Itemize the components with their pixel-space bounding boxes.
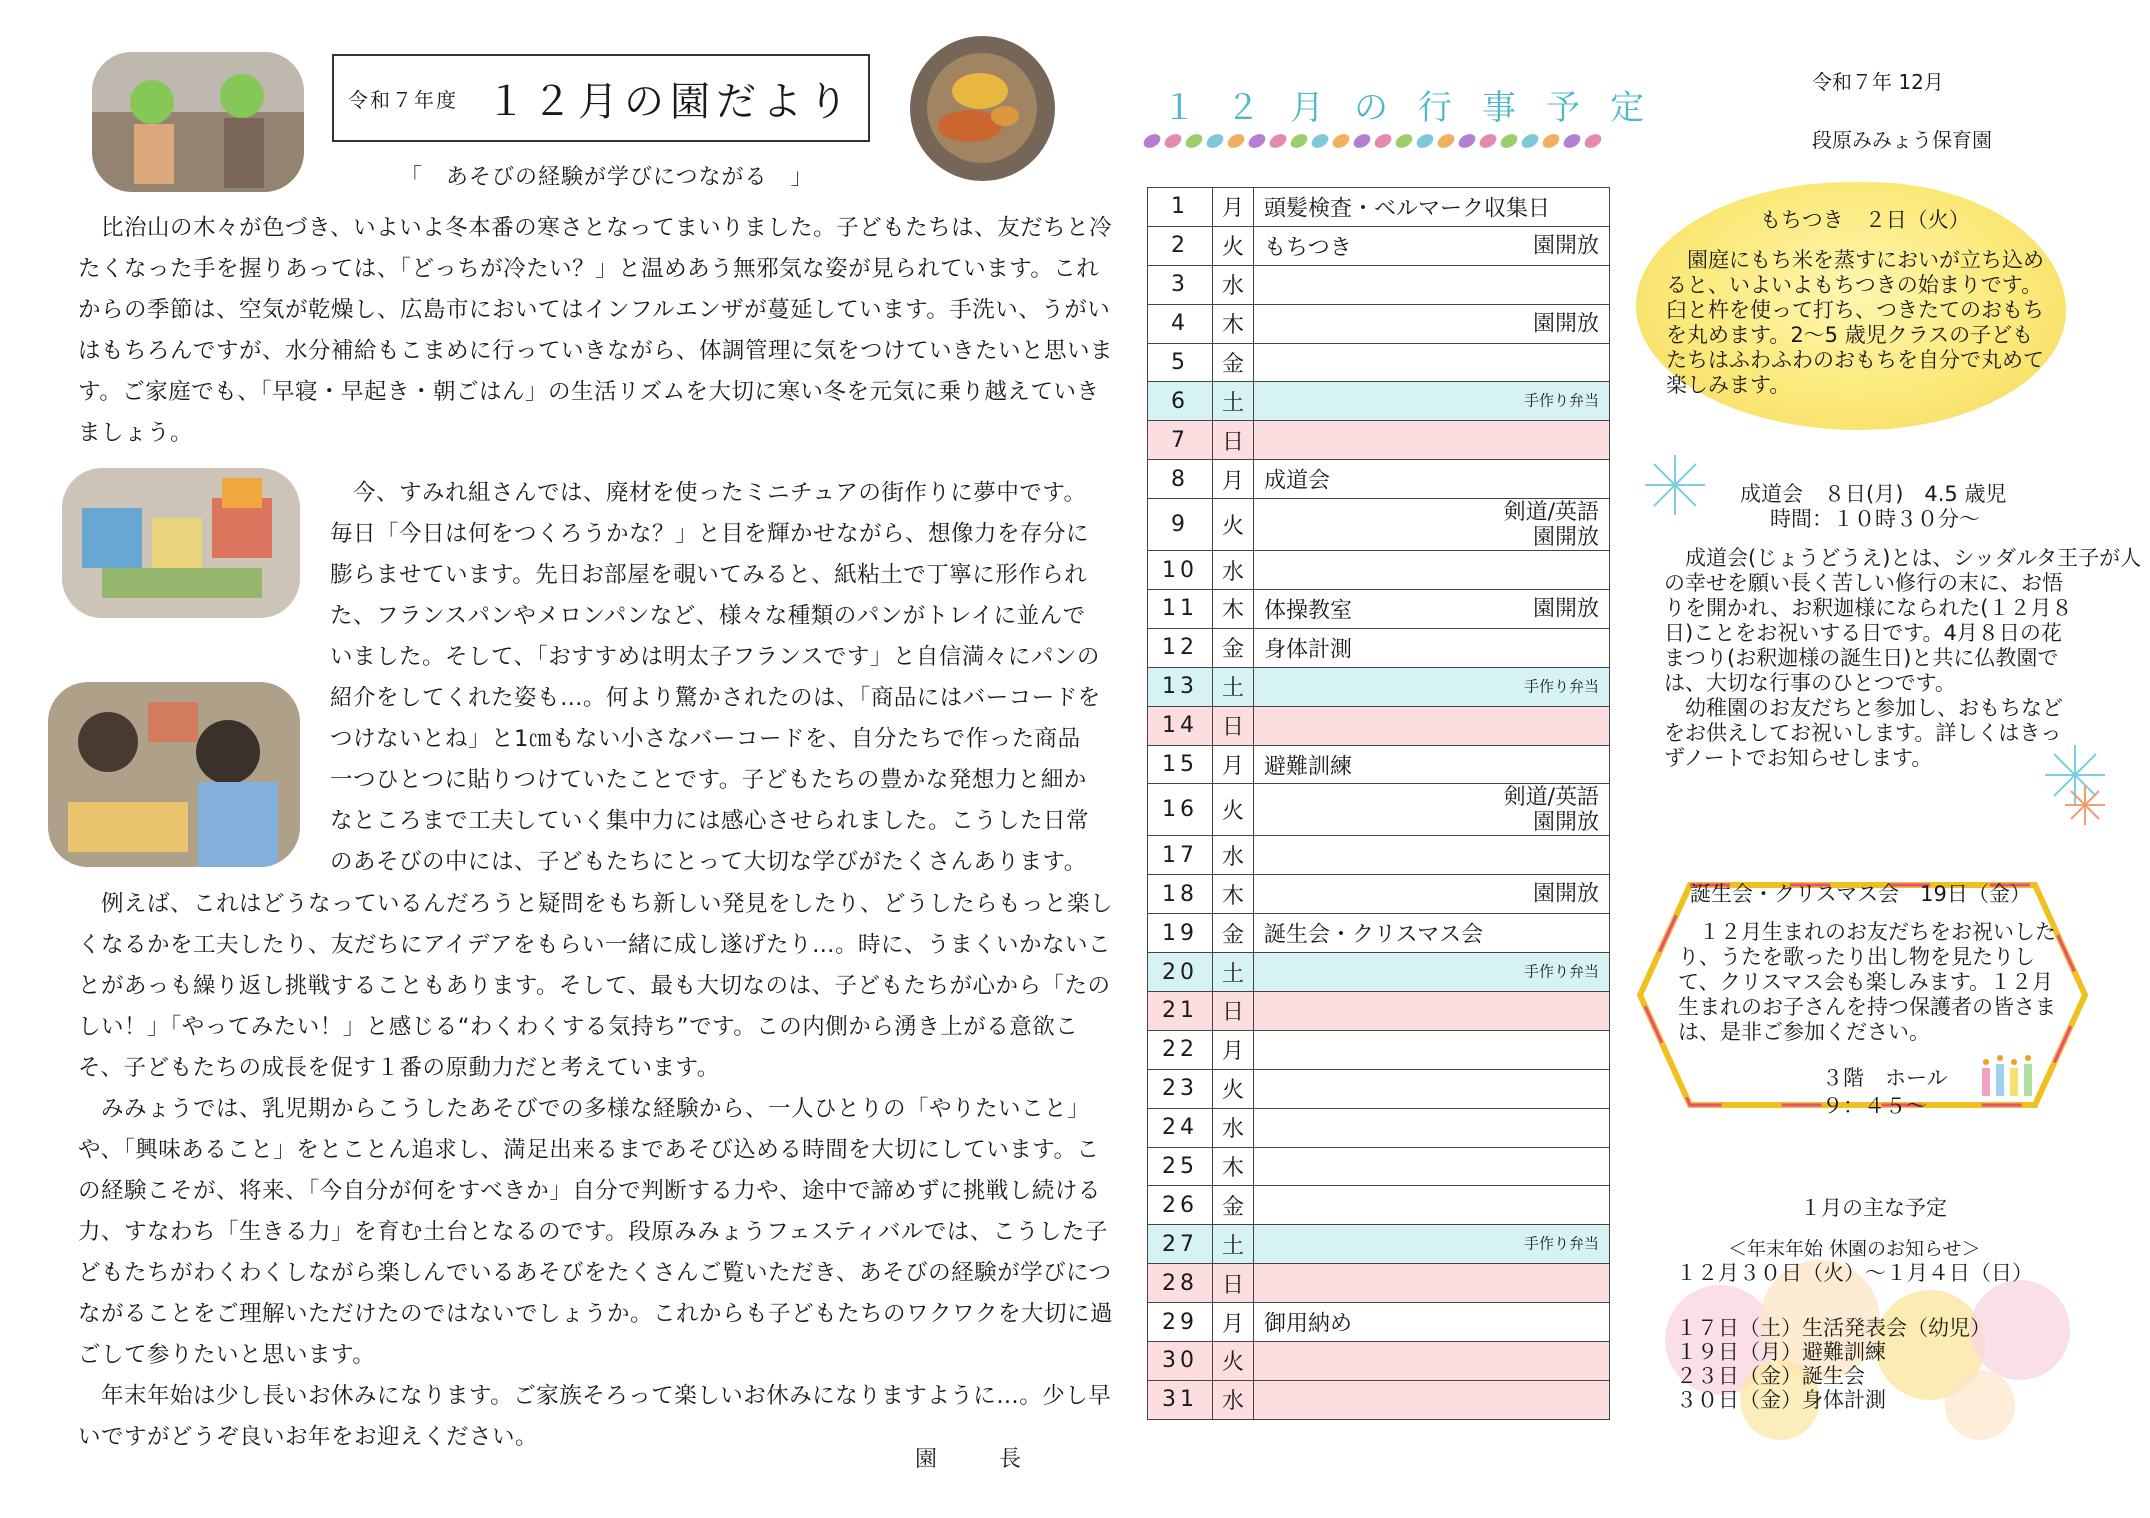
schedule-weekday: 火	[1213, 226, 1254, 265]
schedule-weekday: 木	[1213, 875, 1254, 914]
schedule-note: 園開放	[1532, 596, 1599, 622]
schedule-event-cell	[1254, 1108, 1610, 1147]
schedule-day: 25	[1148, 1147, 1213, 1186]
paragraph-play-learning: 例えば、これはどうなっているんだろうと疑問をもち新しい発見をしたり、どうしたらもっと楽し くなるかを工夫したり、友だちにアイデアをもらい一緒に成し遂げたり…。時に、うまくいかないこ とがあっも繰り返し挑戦することもあります。そして、最も大切なのは、子どもたちが心から「たの しい！」「やってみたい！」と感じる“わくわくする気持ち”です。この内側から湧き上がる意欲こ そ、子どもたちの成長を促す１番の原動力だと考えています。 みみょうでは、乳児期からこうしたあそびでの多様な経験から、一人ひとりの「やりたいこと」 や、「興味あること」をとことん追求し、満足出来るまであそび込める時間を大切にしています。こ の経験こそが、将来、「今自分が何をすべきか」自分で判断する力や、途中で諦めずに挑戦し続ける 力、すなわち「生きる力」を育む土台となるのです。段原みみょうフェスティバルでは、こうした子 どもたちがわくわくしながら楽しんでいるあそびをたくさんご覧いただき、あそびの経験が学びにつ ながることをご理解いただけたのではないでしょうか。これからも子どもたちのワクワクを大切に過 ごして参りたいと思います。 年末年始は少し長いお休みになります。ご家族そろって楽しいお休みになりますように…。少し早 いですがどうぞ良いお年をお迎えください。	[78, 891, 1114, 1450]
schedule-day: 4	[1148, 304, 1213, 343]
decorative-dot	[1225, 131, 1247, 150]
schedule-event-cell	[1254, 745, 1610, 784]
decorative-dot	[1540, 131, 1562, 150]
photo-children-outdoors	[92, 52, 304, 192]
mochitsuki-heading: もちつき ２日（火）	[1760, 208, 1970, 232]
theme-subtitle: 「 あそびの経験が学びにつながる 」	[400, 165, 814, 190]
schedule-event-cell	[1254, 1186, 1610, 1225]
schedule-row	[1148, 784, 1610, 836]
school-name: 段原みみょう保育園	[1812, 128, 1992, 152]
schedule-weekday: 金	[1213, 1186, 1254, 1225]
schedule-day: 13	[1148, 667, 1213, 706]
schedule-event-cell	[1254, 1380, 1610, 1419]
schedule-weekday: 木	[1213, 1147, 1254, 1186]
schedule-day: 27	[1148, 1225, 1213, 1264]
holiday-dates: １２月３０日（火）～１月４日（日）	[1676, 1261, 2033, 1285]
schedule-day: 15	[1148, 745, 1213, 784]
decorative-dot	[1414, 131, 1436, 150]
schedule-event: 頭髪検査・ベルマーク収集日	[1264, 196, 1551, 222]
schedule-event: 体操教室	[1264, 598, 1353, 624]
decorative-dot	[1309, 131, 1331, 150]
decorative-dot	[1582, 131, 1604, 150]
decorative-dot	[1498, 131, 1520, 150]
schedule-day: 5	[1148, 343, 1213, 382]
schedule-row	[1148, 304, 1610, 343]
january-event-2: １９日（月）避難訓練	[1676, 1340, 1886, 1364]
schedule-event-cell	[1254, 265, 1610, 304]
schedule-row	[1148, 836, 1610, 875]
decorative-dot	[1288, 131, 1310, 150]
schedule-day: 16	[1148, 784, 1213, 836]
schedule-row	[1148, 745, 1610, 784]
schedule-day: 8	[1148, 460, 1213, 499]
schedule-note: 園開放	[1532, 311, 1599, 337]
decorative-dot	[1246, 131, 1268, 150]
schedule-event-cell	[1254, 382, 1610, 421]
schedule-event-cell	[1254, 1225, 1610, 1264]
schedule-event-cell	[1254, 188, 1610, 227]
schedule-weekday: 月	[1213, 1303, 1254, 1342]
schedule-day: 2	[1148, 226, 1213, 265]
schedule-weekday: 木	[1213, 590, 1254, 629]
schedule-weekday: 火	[1213, 1069, 1254, 1108]
schedule-title: １２月の行事予定	[1162, 88, 1674, 128]
schedule-weekday: 土	[1213, 667, 1254, 706]
january-event-3: ２３日（金）誕生会	[1676, 1364, 1865, 1388]
decorative-dot	[1267, 131, 1289, 150]
schedule-event-cell	[1254, 1030, 1610, 1069]
schedule-weekday: 金	[1213, 343, 1254, 382]
schedule-table	[1147, 187, 1610, 1420]
schedule-weekday: 火	[1213, 1342, 1254, 1381]
schedule-weekday: 土	[1213, 953, 1254, 992]
schedule-weekday: 火	[1213, 784, 1254, 836]
schedule-weekday: 金	[1213, 628, 1254, 667]
schedule-row	[1148, 226, 1610, 265]
schedule-row	[1148, 1380, 1610, 1419]
schedule-weekday: 日	[1213, 992, 1254, 1031]
decorative-dot	[1477, 131, 1499, 150]
schedule-note: 手作り弁当	[1523, 391, 1599, 410]
birthday-time: ９：４５～	[1822, 1094, 1927, 1118]
schedule-day: 21	[1148, 992, 1213, 1031]
schedule-event-cell	[1254, 992, 1610, 1031]
paragraph-sumire: 今、すみれ組さんでは、廃材を使ったミニチュアの街作りに夢中です。 毎日「今日は何をつくろうかな？」と目を輝かせながら、想像力を存分に 膨らませています。先日お部屋を覗いてみると、紙粘土で丁寧に形作られ た、フランスパンやメロンパンなど、様々な種類のパンがトレイに並んで いました。そして、「おすすめは明太子フランスです」と自信満々にパンの 紹介をしてくれた姿も…。何より驚かされたのは、「商品にはバーコードを つけないとね」と1㎝もない小さなバーコードを、自分たちで作った商品 一つひとつに貼りつけていたことです。子どもたちの豊かな発想力と細か なところまで工夫していく集中力には感心させられました。こうした日常 のあそびの中には、子どもたちにとって大切な学びがたくさんあります。	[330, 480, 1101, 875]
issue-date: 令和７年 12月	[1812, 70, 1944, 94]
schedule-row	[1148, 992, 1610, 1031]
schedule-day: 26	[1148, 1186, 1213, 1225]
photo-miniature-town	[62, 468, 300, 618]
schedule-event: 避難訓練	[1264, 754, 1353, 780]
schedule-weekday: 水	[1213, 836, 1254, 875]
birthday-place: ３階 ホール	[1822, 1066, 1948, 1090]
schedule-day: 3	[1148, 265, 1213, 304]
snowflake-icon	[1640, 450, 1710, 520]
schedule-day: 17	[1148, 836, 1213, 875]
schedule-day: 9	[1148, 499, 1213, 551]
schedule-day: 1	[1148, 188, 1213, 227]
year-label: 令和７年度	[348, 87, 458, 112]
decorative-dot	[1456, 131, 1478, 150]
january-heading: １月の主な予定	[1800, 1196, 1947, 1220]
schedule-row	[1148, 265, 1610, 304]
schedule-weekday: 月	[1213, 745, 1254, 784]
newsletter-title-box	[332, 54, 870, 142]
schedule-row	[1148, 343, 1610, 382]
schedule-day: 14	[1148, 706, 1213, 745]
decorative-dots	[1140, 126, 1620, 156]
schedule-day: 23	[1148, 1069, 1213, 1108]
schedule-event: 誕生会・クリスマス会	[1264, 922, 1484, 948]
photo-leaves-bowl	[910, 36, 1055, 181]
jodoe-heading: 成道会 ８日(月) 4.5 歳児	[1740, 482, 2007, 506]
schedule-day: 12	[1148, 628, 1213, 667]
mochitsuki-body: 園庭にもち米を蒸すにおいが立ち込め ると、いよいよもちつきの始まりです。 臼と杵を使って打ち、つきたてのおもち を丸めます。2～5 歳児クラスの子ども たちはふわふわのおもちを自分で丸めて 楽しみます。	[1666, 248, 2044, 397]
schedule-row	[1148, 875, 1610, 914]
schedule-event: 御用納め	[1264, 1311, 1353, 1337]
candles-icon	[1978, 1050, 2038, 1100]
decorative-dot	[1393, 131, 1415, 150]
schedule-event-cell	[1254, 628, 1610, 667]
decorative-dot	[1561, 131, 1583, 150]
schedule-row	[1148, 1030, 1610, 1069]
schedule-event-cell	[1254, 1147, 1610, 1186]
schedule-event-cell	[1254, 343, 1610, 382]
schedule-event-cell	[1254, 1303, 1610, 1342]
schedule-weekday: 土	[1213, 1225, 1254, 1264]
schedule-day: 29	[1148, 1303, 1213, 1342]
schedule-event-cell	[1254, 226, 1610, 265]
decorative-dot	[1183, 131, 1205, 150]
paragraph-intro: 比治山の木々が色づき、いよいよ冬本番の寒さとなってまいりました。子どもたちは、友だちと冷 たくなった手を握りあっては、「どっちが冷たい？」と温めあう無邪気な姿が見られています。これ からの季節は、空気が乾燥し、広島市においてはインフルエンザが蔓延しています。手洗い、うがい はもちろんですが、水分補給もこまめに行っていきながら、体調管理に気をつけていきたいと思いま す。ご家庭でも、「早寝・早起き・朝ごはん」の生活リズムを大切に寒い冬を元気に乗り越えていき ましょう。	[78, 215, 1114, 446]
schedule-event-cell	[1254, 1264, 1610, 1303]
schedule-weekday: 月	[1213, 1030, 1254, 1069]
schedule-day: 10	[1148, 551, 1213, 590]
schedule-note: 剣道/英語 園開放	[1503, 499, 1599, 550]
schedule-day: 6	[1148, 382, 1213, 421]
schedule-row	[1148, 914, 1610, 953]
schedule-row	[1148, 667, 1610, 706]
schedule-row	[1148, 628, 1610, 667]
schedule-row	[1148, 1108, 1610, 1147]
holiday-notice: ＜年末年始 休園のお知らせ＞	[1728, 1238, 1981, 1260]
schedule-weekday: 木	[1213, 304, 1254, 343]
schedule-note: 剣道/英語 園開放	[1503, 784, 1599, 835]
schedule-note: 園開放	[1532, 881, 1599, 907]
schedule-weekday: 月	[1213, 188, 1254, 227]
schedule-event-cell	[1254, 590, 1610, 629]
january-event-4: ３０日（金）身体計測	[1676, 1388, 1886, 1412]
schedule-event: もちつき	[1264, 235, 1352, 261]
schedule-event-cell	[1254, 914, 1610, 953]
schedule-weekday: 水	[1213, 265, 1254, 304]
photo-children-playing	[48, 682, 300, 867]
schedule-row	[1148, 382, 1610, 421]
decorative-dot	[1141, 131, 1163, 150]
schedule-event-cell	[1254, 1342, 1610, 1381]
birthday-body: １２月生まれのお友だちをお祝いした り、うたを歌ったり出し物を見たりし て、クリスマス会も楽しみます。１２月 生まれのお子さんを持つ保護者の皆さま は、是非ご参加ください。	[1678, 920, 2056, 1044]
schedule-event: 成道会	[1264, 468, 1331, 494]
schedule-weekday: 日	[1213, 1264, 1254, 1303]
schedule-weekday: 日	[1213, 421, 1254, 460]
schedule-note: 手作り弁当	[1523, 677, 1599, 696]
schedule-note: 手作り弁当	[1523, 1234, 1599, 1253]
schedule-day: 30	[1148, 1342, 1213, 1381]
schedule-row	[1148, 421, 1610, 460]
decorative-dot	[1162, 131, 1184, 150]
schedule-row	[1148, 1303, 1610, 1342]
schedule-event-cell	[1254, 304, 1610, 343]
schedule-row	[1148, 590, 1610, 629]
jodoe-time: 時間：１０時３０分～	[1770, 507, 1980, 531]
decorative-dot	[1204, 131, 1226, 150]
schedule-row	[1148, 460, 1610, 499]
schedule-event-cell	[1254, 460, 1610, 499]
schedule-row	[1148, 953, 1610, 992]
schedule-event-cell	[1254, 953, 1610, 992]
decorative-dot	[1435, 131, 1457, 150]
schedule-row	[1148, 1225, 1610, 1264]
schedule-row	[1148, 499, 1610, 551]
schedule-row	[1148, 1069, 1610, 1108]
schedule-weekday: 水	[1213, 1108, 1254, 1147]
decorative-dot	[1519, 131, 1541, 150]
schedule-weekday: 日	[1213, 706, 1254, 745]
schedule-note: 手作り弁当	[1523, 962, 1599, 981]
schedule-day: 19	[1148, 914, 1213, 953]
schedule-weekday: 水	[1213, 1380, 1254, 1419]
schedule-row	[1148, 1147, 1610, 1186]
schedule-day: 24	[1148, 1108, 1213, 1147]
schedule-row	[1148, 706, 1610, 745]
schedule-day: 31	[1148, 1380, 1213, 1419]
schedule-day: 22	[1148, 1030, 1213, 1069]
schedule-row	[1148, 1342, 1610, 1381]
decorative-dot	[1372, 131, 1394, 150]
schedule-event: 身体計測	[1264, 637, 1353, 663]
schedule-weekday: 土	[1213, 382, 1254, 421]
decorative-dot	[1330, 131, 1352, 150]
schedule-day: 28	[1148, 1264, 1213, 1303]
schedule-event-cell	[1254, 836, 1610, 875]
schedule-weekday: 水	[1213, 551, 1254, 590]
schedule-day: 11	[1148, 590, 1213, 629]
schedule-event-cell	[1254, 421, 1610, 460]
schedule-event-cell	[1254, 551, 1610, 590]
sparkle-icon	[2060, 780, 2110, 830]
schedule-row	[1148, 1264, 1610, 1303]
schedule-event-cell	[1254, 499, 1610, 551]
schedule-event-cell	[1254, 667, 1610, 706]
schedule-event-cell	[1254, 1069, 1610, 1108]
schedule-note: 園開放	[1532, 233, 1599, 259]
birthday-heading: 誕生会・クリスマス会 19日（金）	[1690, 882, 2031, 906]
schedule-weekday: 火	[1213, 499, 1254, 551]
schedule-event-cell	[1254, 875, 1610, 914]
schedule-event-cell	[1254, 784, 1610, 836]
schedule-day: 20	[1148, 953, 1213, 992]
schedule-row	[1148, 1186, 1610, 1225]
schedule-row	[1148, 188, 1610, 227]
schedule-weekday: 金	[1213, 914, 1254, 953]
schedule-row	[1148, 551, 1610, 590]
schedule-day: 7	[1148, 421, 1213, 460]
schedule-weekday: 月	[1213, 460, 1254, 499]
newsletter-title: １２月の園だより	[486, 78, 854, 125]
jodoe-body: 成道会(じょうどうえ)とは、シッダルタ王子が人 の幸せを願い長く苦しい修行の末に、お悟 りを開かれ、お釈迦様になられた(１２月８ 日)ことをお祝いする日です。4月８日の花 まつり(お釈迦様の誕生日)と共に仏教園で は、大切な行事のひとつです。 幼稚園のお友だちと参加し、おもちなど をお供えしてお祝いします。詳しくはきっ ずノートでお知らせします。	[1664, 546, 2142, 770]
schedule-event-cell	[1254, 706, 1610, 745]
schedule-day: 18	[1148, 875, 1213, 914]
january-event-1: １７日（土）生活発表会（幼児）	[1676, 1316, 1991, 1340]
principal-signature: 園 長	[915, 1447, 1042, 1472]
decorative-dot	[1351, 131, 1373, 150]
